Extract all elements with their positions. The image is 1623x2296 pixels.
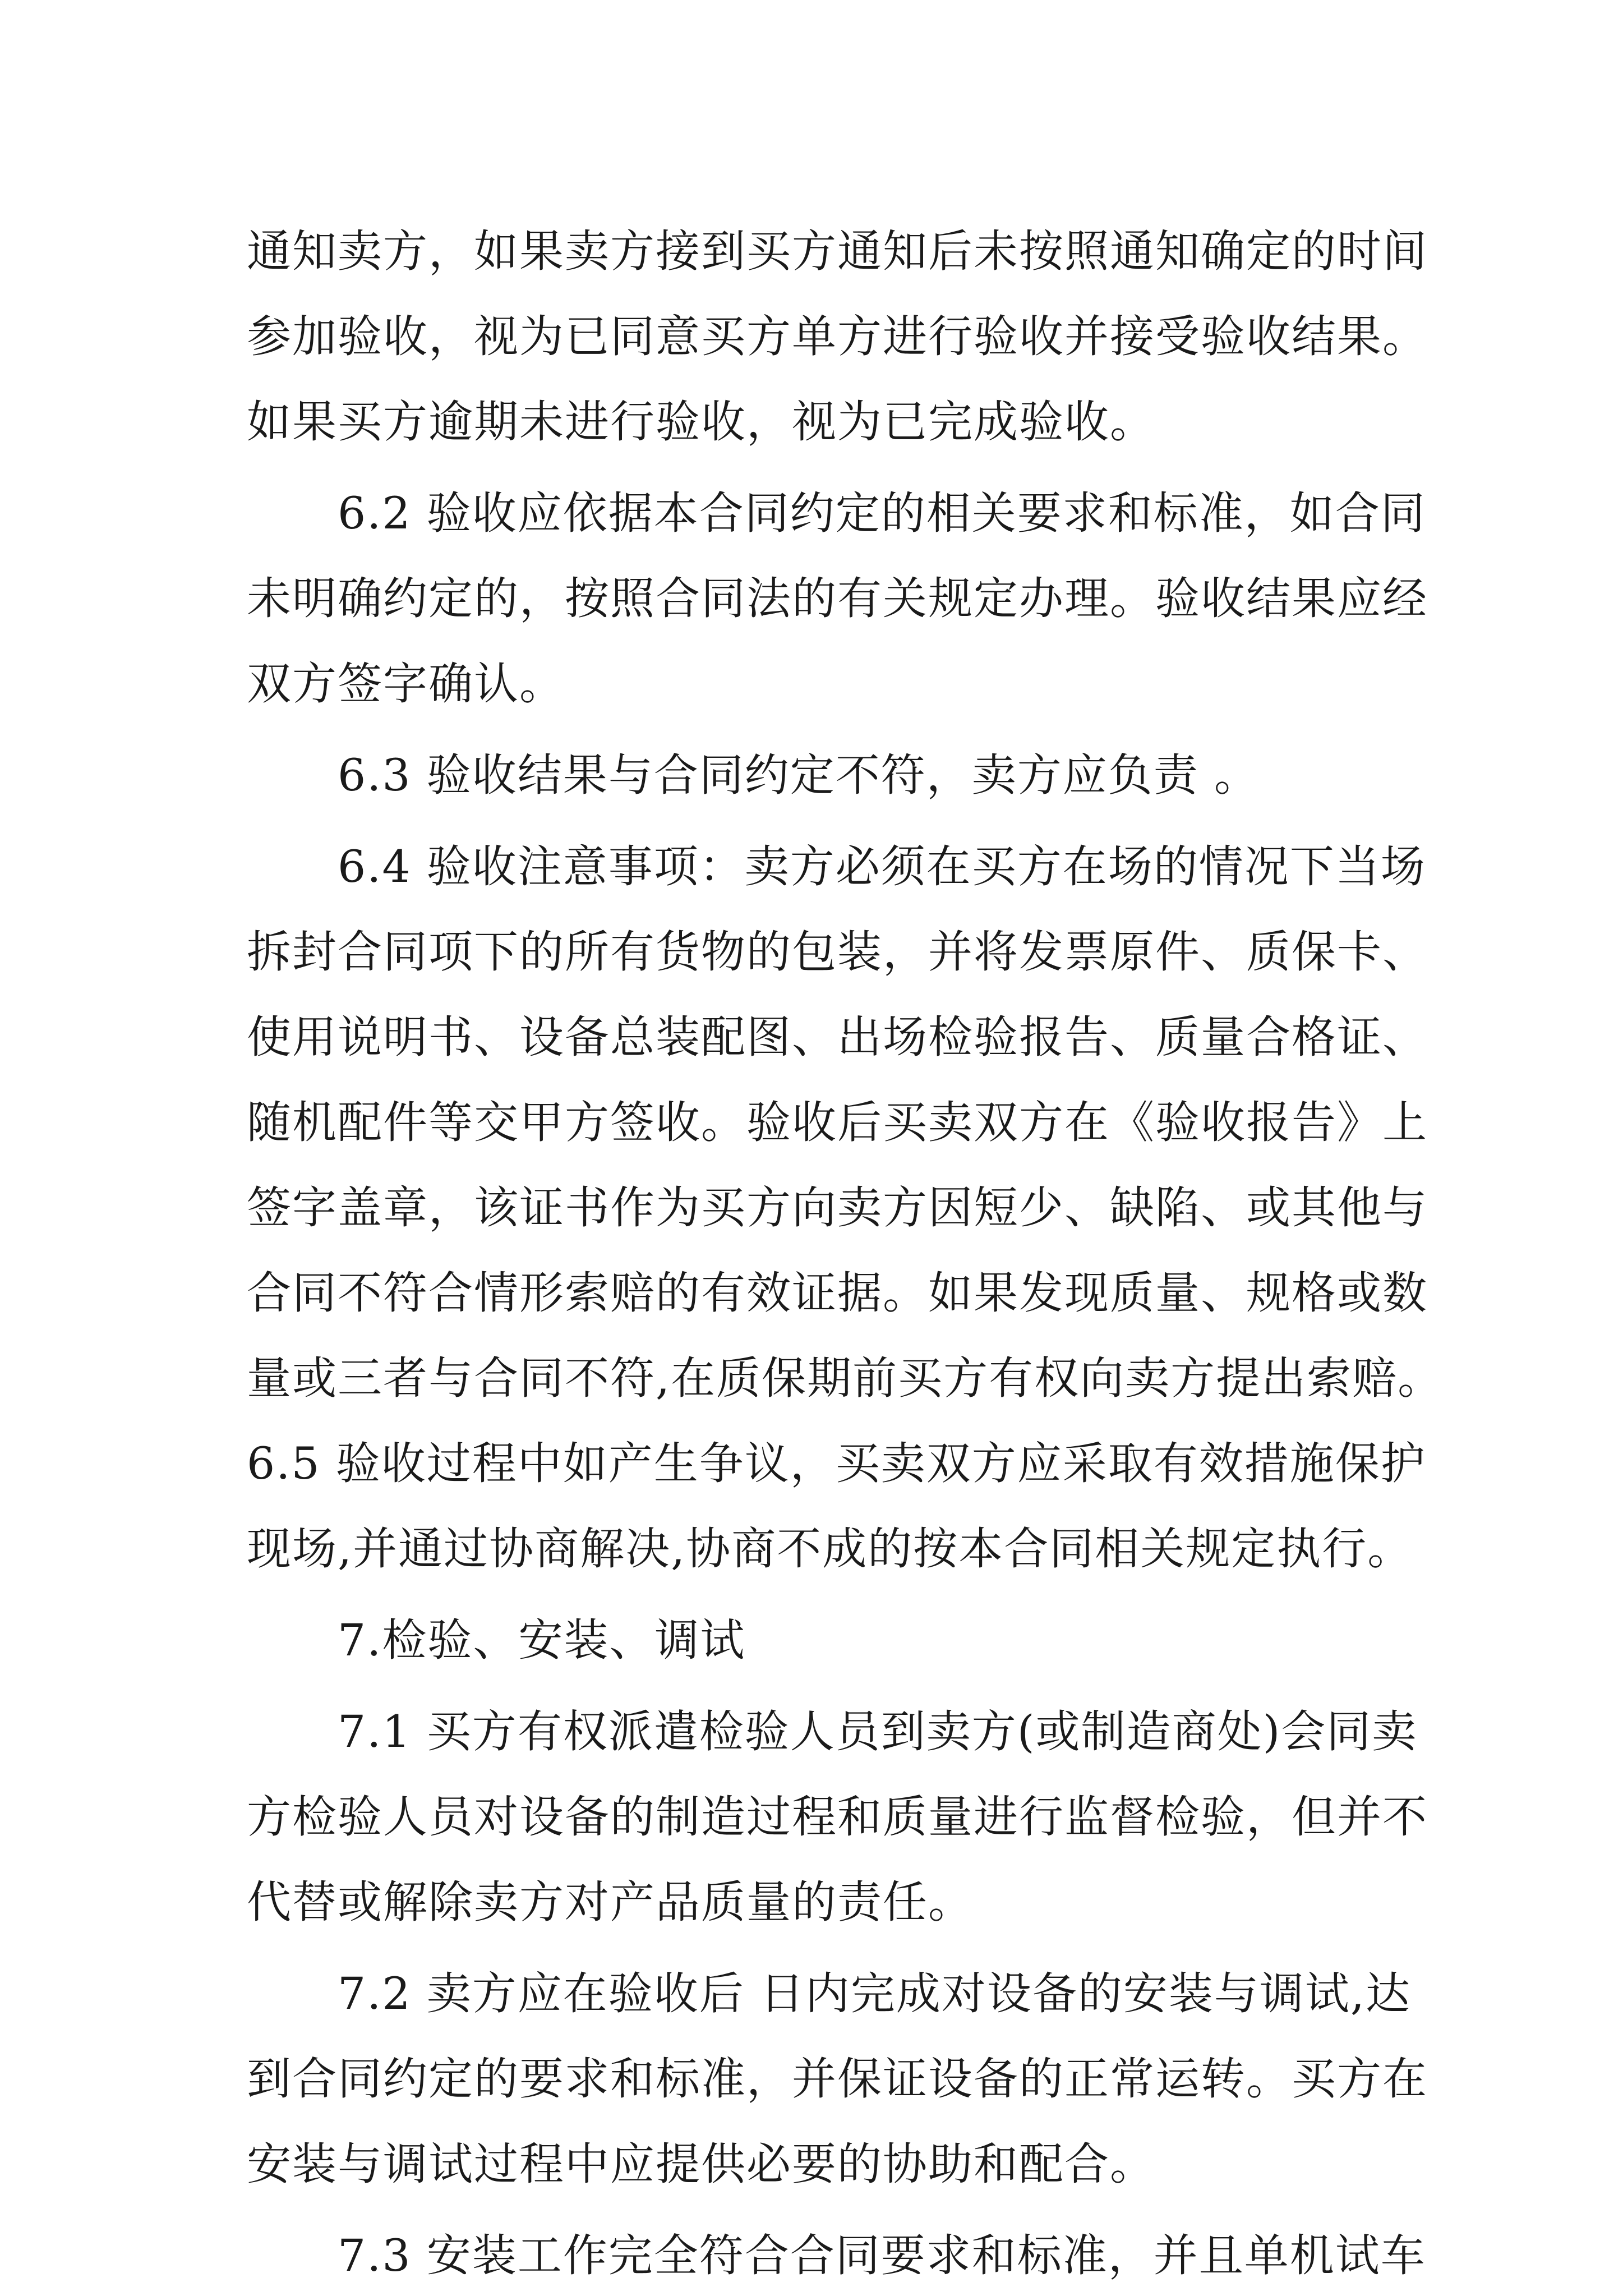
paragraph-gap [247,726,1396,733]
text-line: 合同不符合情形索赔的有效证据。如果发现质量、规格或数 [247,1267,1428,1319]
text-line: 参加验收，视为已同意买方单方进行验收并接受验收结果。 [247,311,1428,362]
text-line: 未明确约定的，按照合同法的有关规定办理。验收结果应经 [247,573,1428,624]
paragraph-gap [247,1945,1396,1951]
paragraph-gap [247,1591,1396,1598]
text-line: 7.1 买方有权派遣检验人员到卖方(或制造商处)会同卖 [247,1706,1418,1757]
text-line: 6.5 验收过程中如产生争议，买卖双方应采取有效措施保护 [247,1438,1426,1489]
text-line: 签字盖章，该证书作为买方向卖方因短少、缺陷、或其他与 [247,1182,1428,1234]
paragraph-gap [247,464,1396,471]
text-line: 6.2 验收应依据本合同约定的相关要求和标准，如合同 [247,487,1426,539]
text-line: 拆封合同项下的所有货物的包装，并将发票原件、质保卡、 [247,926,1428,978]
text-line: 代替或解除卖方对产品质量的责任。 [247,1876,974,1928]
paragraph-gap [247,1683,1396,1689]
text-line: 双方签字确认。 [247,658,565,710]
text-line: 到合同约定的要求和标准，并保证设备的正常运转。买方在 [247,2053,1428,2105]
text-line: 7.2 卖方应在验收后 日内完成对设备的安装与调试,达 [247,1968,1411,2019]
text-line: 7.3 安装工作完全符合合同要求和标准，并且单机试车 [247,2230,1426,2281]
text-line: 现场,并通过协商解决,协商不成的按本合同相关规定执行。 [247,1523,1413,1575]
text-line: 量或三者与合同不符,在质保期前买方有权向卖方提出索赔。 [247,1352,1444,1404]
text-line: 7.检验、安装、调试 [247,1614,746,1666]
text-line: 安装与调试过程中应提供必要的协助和配合。 [247,2138,1155,2190]
paragraph-gap [247,2207,1396,2213]
text-line: 方检验人员对设备的制造过程和质量进行监督检验，但并不 [247,1791,1428,1843]
text-line: 使用说明书、设备总装配图、出场检验报告、质量合格证、 [247,1011,1428,1063]
text-line: 如果买方逾期未进行验收，视为已完成验收。 [247,396,1155,448]
text-line: 6.4 验收注意事项：卖方必须在买方在场的情况下当场 [247,841,1426,892]
text-line: 随机配件等交甲方签收。验收后买卖双方在《验收报告》上 [247,1097,1428,1148]
text-line: 通知卖方，如果卖方接到买方通知后未按照通知确定的时间 [247,226,1428,277]
document-body [247,209,1444,2296]
paragraph-gap [247,818,1396,824]
text-line: 6.3 验收结果与合同约定不符，卖方应负责 。 [247,749,1260,801]
